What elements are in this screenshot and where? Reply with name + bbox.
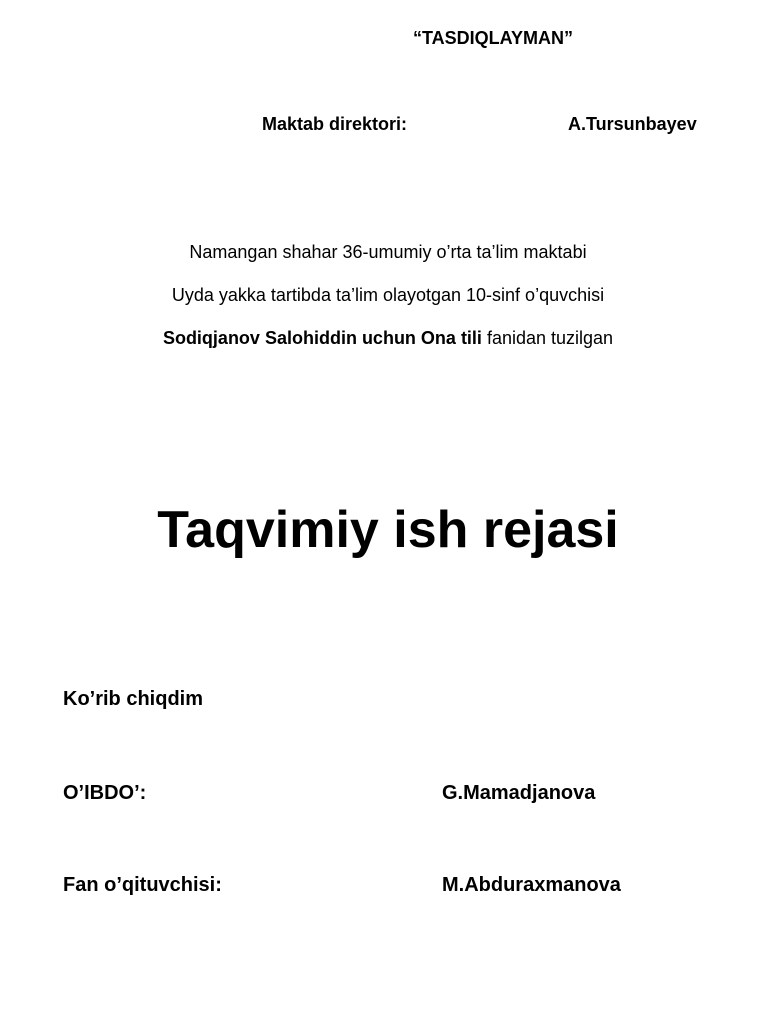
- page-title: Taqvimiy ish rejasi: [157, 501, 619, 559]
- student-subject-bold: Sodiqjanov Salohiddin uchun Ona tili: [162, 328, 482, 348]
- reviewed-label: Ko’rib chiqdim: [63, 688, 203, 710]
- student-description-line: Uyda yakka tartibda ta’lim olayotgan 10-sinf o’quvchisi: [171, 285, 605, 305]
- subject-line: [0, 328, 768, 349]
- deputy-label: O’IBDO’:: [63, 782, 147, 804]
- school-name-line: Namangan shahar 36-umumiy o’rta ta’lim maktabi: [189, 242, 587, 262]
- director-name: A.Tursunbayev: [568, 114, 697, 134]
- teacher-label: Fan o’qituvchisi:: [63, 874, 222, 896]
- approval-heading: “TASDIQLAYMAN”: [413, 28, 574, 48]
- teacher-name: M.Abduraxmanova: [442, 874, 621, 896]
- subject-line-rest: fanidan tuzilgan: [481, 328, 614, 348]
- director-label: Maktab direktori:: [262, 114, 408, 134]
- deputy-name: G.Mamadjanova: [442, 782, 596, 804]
